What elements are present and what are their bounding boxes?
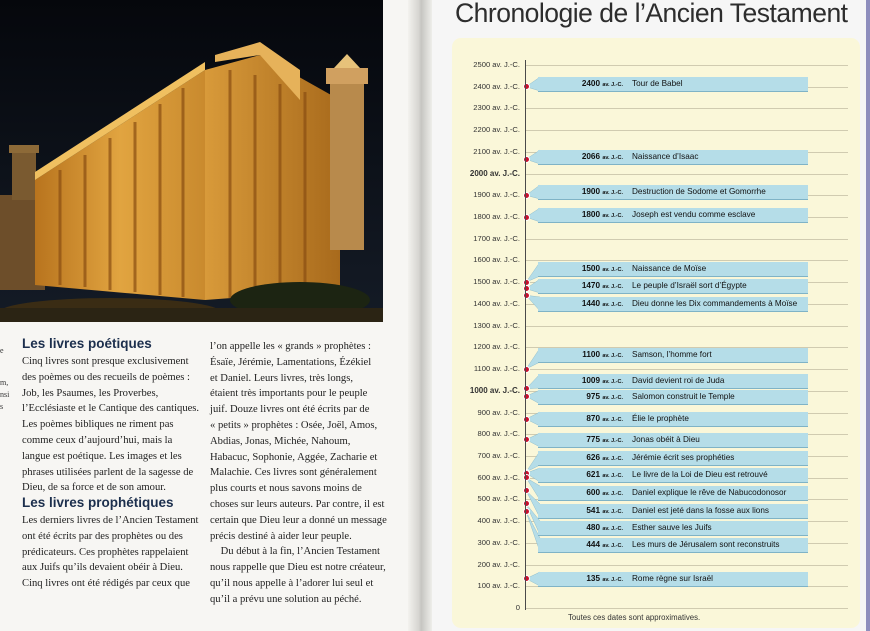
grid-line — [526, 369, 848, 370]
event-banner — [538, 297, 808, 312]
tick-label: 600 av. J.-C. — [477, 472, 520, 482]
event-banner — [538, 451, 808, 466]
event-description: Le livre de la Loi de Dieu est retrouvé — [632, 470, 768, 479]
event-description: Tour de Babel — [632, 79, 683, 88]
tick-label: 800 av. J.-C. — [477, 429, 520, 439]
grid-line — [526, 239, 848, 240]
tick-label: 2500 av. J.-C. — [473, 60, 520, 69]
event-description: Naissance de Moïse — [632, 264, 707, 273]
event-marker-dot — [523, 366, 530, 373]
event-banner — [538, 374, 808, 389]
tick-label: 200 av. J.-C. — [477, 559, 520, 569]
grid-line — [526, 326, 848, 327]
grid-line — [526, 608, 848, 609]
event-year: 1440 av. J.-C. — [581, 299, 623, 308]
timeline-footnote: Toutes ces dates sont approximatives. — [568, 613, 701, 622]
tick-label: 1200 av. J.-C. — [473, 342, 520, 352]
left-page — [0, 0, 415, 631]
event-description: Élie le prophète — [632, 414, 689, 423]
tick-label: 1000 av. J.-C. — [469, 385, 520, 395]
event-year: 1800 av. J.-C. — [581, 210, 623, 219]
event-marker-dot — [523, 474, 530, 481]
event-year: 480 av. J.-C. — [586, 523, 623, 532]
timeline-axis — [525, 60, 526, 610]
edge-fragment: m, — [0, 378, 9, 387]
event-year: 444 av. J.-C. — [586, 540, 623, 549]
event-banner — [538, 468, 808, 483]
event-banner — [538, 521, 808, 536]
tick-label: 900 av. J.-C. — [477, 407, 520, 417]
tick-label: 700 av. J.-C. — [477, 450, 520, 460]
event-marker-dot — [523, 83, 530, 90]
event-description: David devient roi de Juda — [632, 376, 725, 385]
event-description: Les murs de Jérusalem sont reconstruits — [632, 540, 780, 549]
tick-label: 400 av. J.-C. — [477, 516, 520, 526]
event-year: 1500 av. J.-C. — [581, 264, 623, 273]
event-year: 621 av. J.-C. — [586, 470, 623, 479]
poetic-books-paragraph: Cinq livres sont presque exclusivement des poèmes ou des recueils de poèmes : Job, les Psaumes, les Proverbes, l’Ecclésiaste et le Cantique des cantiques. Les poèmes bibliques ne riment pas comme ceux d’aujourd’hui, mais la langue est poétique. Les images et les phrases utilisées parlent de la sagesse de Dieu, de sa force et de son amour. — [22, 356, 200, 494]
page-edge — [866, 0, 870, 631]
heading-poetic-books: Les livres poétiques — [22, 336, 152, 351]
event-description: Joseph est vendu comme esclave — [632, 210, 756, 219]
grid-line — [526, 174, 848, 175]
event-description: Salomon construit le Temple — [632, 392, 735, 401]
tick-label: 1900 av. J.-C. — [473, 190, 520, 200]
edge-fragment: nsi — [0, 390, 10, 399]
event-banner — [538, 279, 808, 294]
edge-fragment: e — [0, 346, 4, 355]
tick-label: 1800 av. J.-C. — [473, 212, 520, 222]
event-description: Dieu donne les Dix commandements à Moïse — [632, 299, 798, 308]
photo-ancient-stone-building — [0, 0, 383, 322]
event-marker-dot — [523, 385, 530, 392]
grid-line — [526, 65, 848, 66]
event-description: Jérémie écrit ses prophéties — [632, 453, 735, 462]
edge-fragment: s — [0, 402, 4, 411]
event-description: Destruction de Sodome et Gomorrhe — [632, 187, 766, 196]
book-gutter — [408, 0, 432, 631]
event-banner — [538, 486, 808, 501]
event-year: 1470 av. J.-C. — [581, 281, 623, 290]
tick-label: 2400 av. J.-C. — [473, 81, 520, 91]
page-title: Chronologie de l’Ancien Testament — [455, 0, 848, 28]
event-marker-dot — [523, 292, 530, 299]
event-year: 2066 av. J.-C. — [581, 152, 623, 161]
tick-label: 1600 av. J.-C. — [473, 255, 520, 265]
event-description: Rome règne sur Israël — [632, 574, 713, 583]
event-year: 975 av. J.-C. — [586, 392, 623, 401]
tick-label: 1300 av. J.-C. — [473, 320, 520, 330]
event-description: Esther sauve les Juifs — [632, 523, 712, 532]
event-banner — [538, 538, 808, 553]
tick-label: 1700 av. J.-C. — [473, 233, 520, 243]
event-year: 135 av. J.-C. — [586, 574, 623, 583]
event-year: 1900 av. J.-C. — [581, 187, 623, 196]
event-year: 600 av. J.-C. — [586, 488, 623, 497]
building-illustration — [0, 0, 383, 322]
event-marker-dot — [523, 393, 530, 400]
event-marker-dot — [523, 508, 530, 515]
event-banner — [538, 504, 808, 519]
event-marker-dot — [523, 436, 530, 443]
event-marker-dot — [523, 156, 530, 163]
tick-label: 2300 av. J.-C. — [473, 103, 520, 113]
event-banner — [538, 348, 808, 363]
event-banner — [538, 77, 808, 92]
tick-label: 1100 av. J.-C. — [473, 364, 520, 374]
event-banner — [538, 150, 808, 165]
heading-prophetic-books: Les livres prophétiques — [22, 495, 174, 510]
event-banner — [538, 390, 808, 405]
prophetic-books-column-2: l’on appelle les « grands » prophètes : Ésaïe, Jérémie, Lamentations, Ézékiel et Daniel. Leurs livres, très longs, étaient très importants pour le peuple juif. Douze livres ont été écrits par de « petits » prophètes : Osée, Joël, Amos, Abdias, Jonas, Michée, Nahoum, Habacuc, Sophonie, Aggée, Zacharie et Malachie. Ces livres sont généralement plus courts et nous savons moins de choses sur leurs auteurs. Par contre, il est certain que Dieu leur a donné un message précis destiné à aider leur peuple. Du début à la fin, l’Ancien Testament nous rappelle que Dieu est notre créateur, qu’il nous appelle à l’adorer lui seul et qu’il a prévu une solution au péché. — [210, 341, 387, 605]
event-marker-dot — [523, 575, 530, 582]
event-banner — [538, 262, 808, 277]
grid-line — [526, 565, 848, 566]
event-description: Jonas obéit à Dieu — [632, 435, 700, 444]
grid-line — [526, 108, 848, 109]
tick-label: 2000 av. J.-C. — [469, 168, 520, 178]
tick-label: 2200 av. J.-C. — [473, 125, 520, 135]
event-marker-dot — [523, 487, 530, 494]
grid-line — [526, 130, 848, 131]
event-description: Le peuple d’Israël sort d’Égypte — [632, 281, 747, 290]
event-year: 541 av. J.-C. — [586, 506, 623, 515]
tick-label: 0 — [515, 603, 520, 612]
event-description: Daniel est jeté dans la fosse aux lions — [632, 506, 769, 515]
event-marker-dot — [523, 500, 530, 507]
tick-label: 1400 av. J.-C. — [473, 298, 520, 308]
event-marker-dot — [523, 214, 530, 221]
tick-label: 500 av. J.-C. — [477, 494, 520, 504]
event-banner — [538, 208, 808, 223]
tick-label: 2100 av. J.-C. — [473, 146, 520, 156]
event-banner — [538, 185, 808, 200]
event-year: 2400 av. J.-C. — [581, 79, 623, 88]
event-marker-dot — [523, 416, 530, 423]
event-banner — [538, 412, 808, 427]
event-year: 1100 av. J.-C. — [582, 350, 623, 359]
tick-label: 300 av. J.-C. — [477, 537, 520, 547]
event-year: 1009 av. J.-C. — [581, 376, 623, 385]
event-description: Naissance d’Isaac — [632, 152, 699, 161]
tick-label: 100 av. J.-C. — [477, 581, 520, 591]
event-year: 775 av. J.-C. — [586, 435, 623, 444]
event-banner — [538, 433, 808, 448]
event-description: Daniel explique le rêve de Nabucodonosor — [632, 488, 787, 497]
event-banner — [538, 572, 808, 587]
event-description: Samson, l’homme fort — [632, 350, 712, 359]
prophetic-books-paragraph: Les derniers livres de l’Ancien Testament ont été écrits par des prophètes ou des prédicateurs. Ces prophètes rappelaient aux Juifs qu’ils devaient obéir à Dieu. Cinq livres ont été rédigés par ceux que — [22, 515, 199, 590]
event-marker-dot — [523, 192, 530, 199]
event-year: 870 av. J.-C. — [586, 414, 623, 423]
event-year: 626 av. J.-C. — [586, 453, 623, 462]
tick-label: 1500 av. J.-C. — [473, 277, 520, 287]
